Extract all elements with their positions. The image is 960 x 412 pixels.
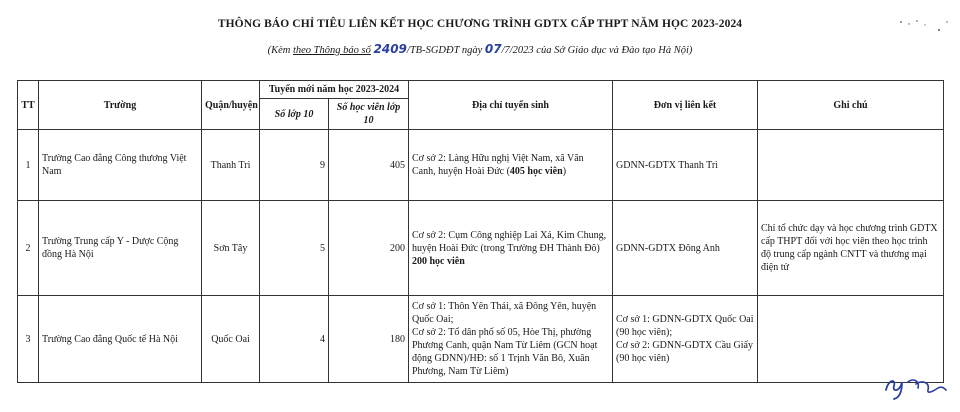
subtitle-theo: theo Thông báo số <box>292 45 371 56</box>
cell-so-lop: 4 <box>260 296 329 383</box>
cell-so-lop: 9 <box>260 130 329 201</box>
table-row <box>18 201 944 296</box>
cell-truong: Trường Cao đẳng Công thương Việt Nam <box>39 130 202 201</box>
dia-chi-text: Cơ sở 2: Làng Hữu nghị Việt Nam, xã Vân Canh, huyện Hoài Đức ( <box>412 153 584 177</box>
dia-chi-tail: ) <box>562 166 567 177</box>
table-row <box>18 130 944 201</box>
ink-marks <box>895 18 955 34</box>
cell-ghi-chu <box>758 130 944 201</box>
dia-chi-bold: 405 học viên <box>509 166 563 177</box>
document-subtitle <box>0 42 960 56</box>
cell-dia-chi <box>409 201 613 296</box>
cell-truong: Trường Trung cấp Y - Dược Cộng đồng Hà Nội <box>39 201 202 296</box>
header-tt: TT <box>18 81 39 130</box>
cell-so-hoc-vien: 405 <box>329 130 409 201</box>
handwritten-number: 2409 <box>373 42 407 56</box>
cell-don-vi: GDNN-GDTX Đông Anh <box>613 201 758 296</box>
cell-so-hoc-vien: 180 <box>329 296 409 383</box>
header-quan: Quận/huyện <box>202 81 260 130</box>
header-truong: Trường <box>39 81 202 130</box>
cell-ghi-chu: Chỉ tổ chức dạy và học chương trình GDTX cấp THPT đối với học viên theo học trình độ trung cấp ngành CNTT và thương mại điện tử <box>758 201 944 296</box>
enrollment-table <box>17 80 944 383</box>
cell-truong: Trường Cao đẳng Quốc tế Hà Nội <box>39 296 202 383</box>
don-vi-line-2: Cơ sở 2: GDNN-GDTX Cầu Giấy (90 học viên) <box>616 340 753 364</box>
header-so-hoc-vien: Số học viên lớp 10 <box>329 99 409 130</box>
cell-tt: 2 <box>18 201 39 296</box>
header-row-1 <box>18 81 944 99</box>
dia-chi-bold: 200 học viên <box>412 255 465 267</box>
cell-so-hoc-vien: 200 <box>329 201 409 296</box>
cell-dia-chi <box>409 130 613 201</box>
handwritten-signature <box>880 368 950 400</box>
cell-don-vi <box>613 296 758 383</box>
don-vi-line-1: Cơ sở 1: GDNN-GDTX Quốc Oai (90 học viên); <box>616 314 754 338</box>
cell-don-vi: GDNN-GDTX Thanh Trì <box>613 130 758 201</box>
cell-quan: Thanh Trì <box>202 130 260 201</box>
cell-quan: Sơn Tây <box>202 201 260 296</box>
cell-dia-chi <box>409 296 613 383</box>
header-tuyen-moi: Tuyển mới năm học 2023-2024 <box>260 81 409 99</box>
dia-chi-text: Cơ sở 2: Cụm Công nghiệp Lai Xá, Kim Chung, huyện Hoài Đức (trong Trường ĐH Thành Đô) <box>412 229 607 254</box>
subtitle-pre: (Kèm <box>267 45 293 56</box>
dia-chi-line-1: Cơ sở 1: Thôn Yên Thái, xã Đông Yên, huyện Quốc Oai; <box>412 301 597 325</box>
cell-so-lop: 5 <box>260 201 329 296</box>
handwritten-day: 07 <box>484 42 502 56</box>
header-don-vi: Đơn vị liên kết <box>613 81 758 130</box>
cell-tt: 1 <box>18 130 39 201</box>
cell-quan: Quốc Oai <box>202 296 260 383</box>
document-title: THÔNG BÁO CHỈ TIÊU LIÊN KẾT HỌC CHƯƠNG TRÌNH GDTX CẤP THPT NĂM HỌC 2023-2024 <box>217 18 743 30</box>
subtitle-post: /7/2023 của Sở Giáo dục và Đào tạo Hà Nội) <box>501 45 693 56</box>
header-so-lop: Số lớp 10 <box>260 99 329 130</box>
header-ghi-chu: Ghi chú <box>758 81 944 130</box>
table-row <box>18 296 944 383</box>
dia-chi-line-2: Cơ sở 2: Tổ dân phố số 05, Hòe Thị, phường Phương Canh, quận Nam Từ Liêm (GCN hoạt động GDNN)/HĐ: số 1 Trịnh Văn Bô, Xuân Phương, Nam Từ Liêm) <box>412 327 598 377</box>
cell-tt: 3 <box>18 296 39 383</box>
header-dia-chi: Địa chỉ tuyển sinh <box>409 81 613 130</box>
subtitle-mid: /TB-SGDĐT ngày <box>406 45 483 56</box>
